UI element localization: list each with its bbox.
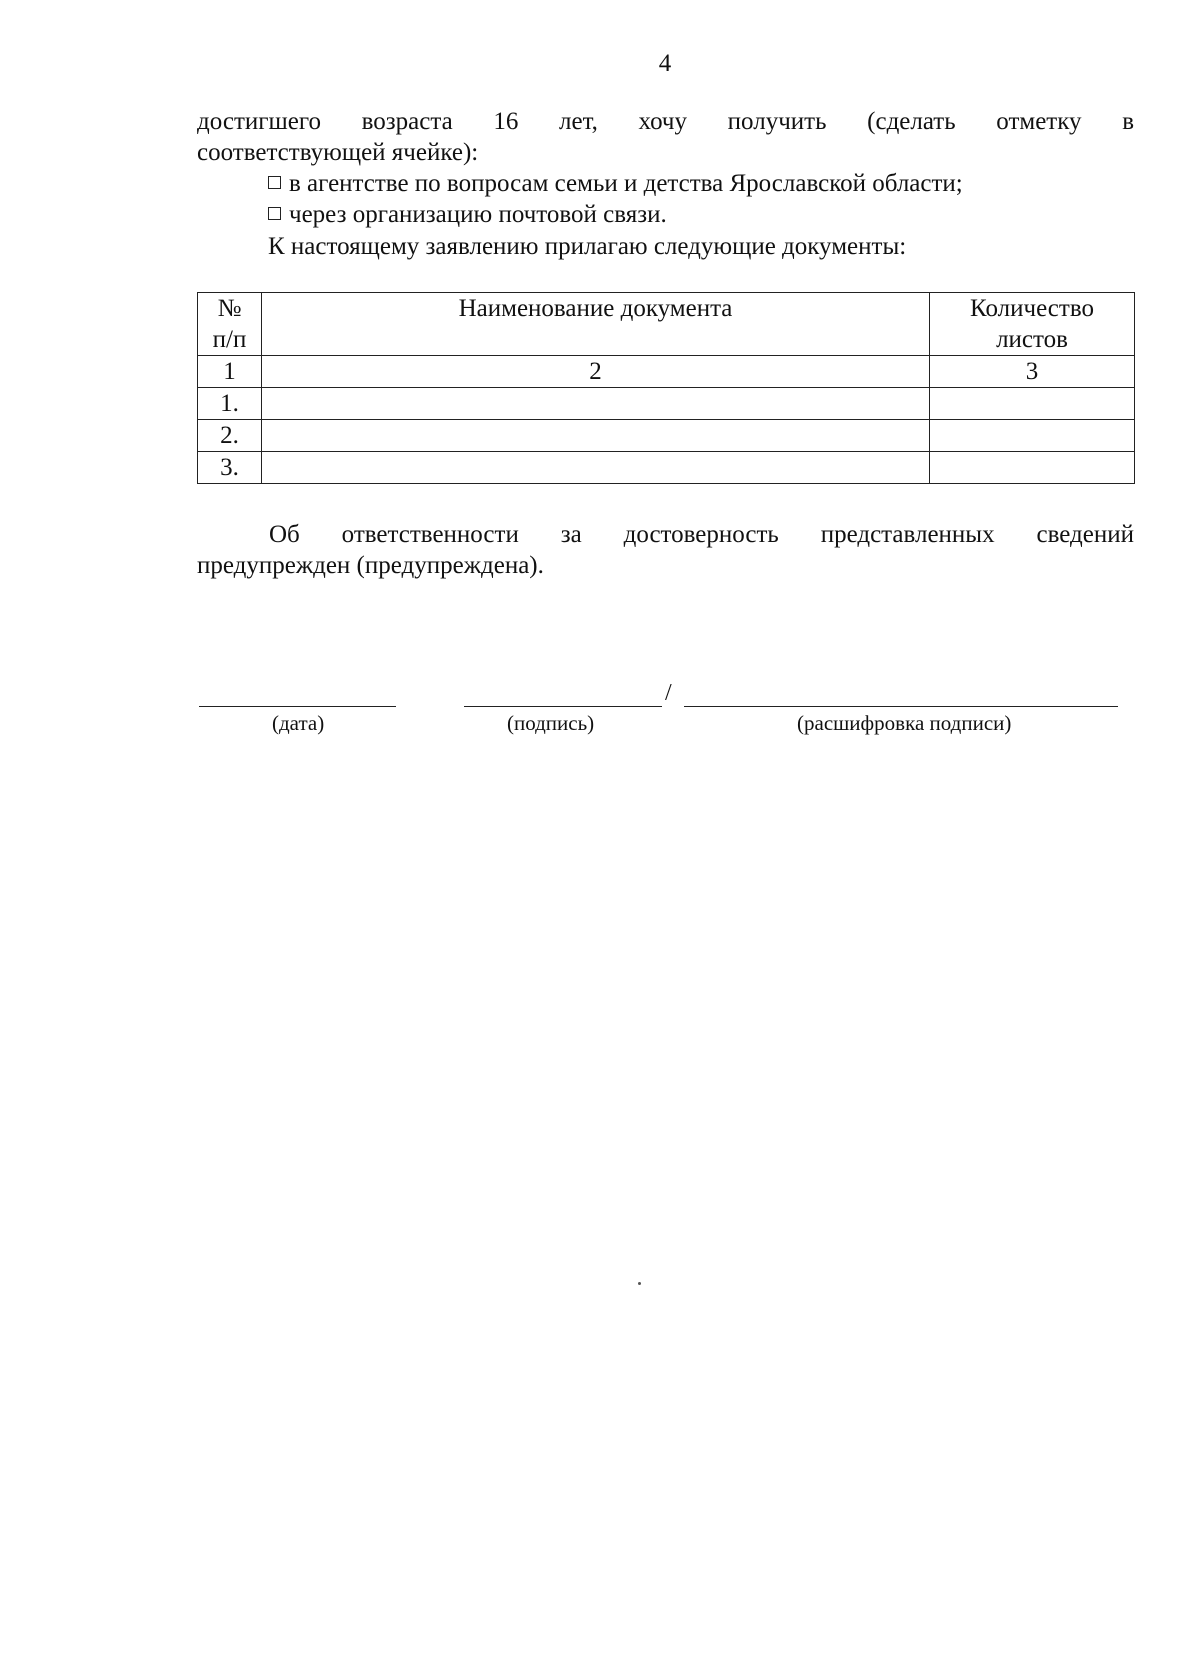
index-cell: 1 — [198, 356, 262, 388]
responsibility-paragraph — [197, 519, 1134, 581]
row-name[interactable] — [262, 420, 930, 452]
index-cell: 3 — [930, 356, 1135, 388]
attachments-intro: К настоящему заявлению прилагаю следующие документы: — [268, 233, 907, 260]
header-name: Наименование документа — [262, 293, 930, 356]
date-label: (дата) — [272, 711, 325, 735]
table-row — [198, 452, 1135, 484]
table-row — [198, 420, 1135, 452]
signature-label: (подпись) — [507, 711, 595, 735]
option-post[interactable] — [268, 199, 667, 230]
header-num — [198, 293, 262, 356]
row-qty[interactable] — [930, 388, 1135, 420]
header-num-line2: п/п — [212, 326, 247, 353]
intro-paragraph — [197, 106, 1134, 168]
row-num: 1. — [198, 388, 262, 420]
row-qty[interactable] — [930, 452, 1135, 484]
signature-slash: / — [665, 680, 672, 706]
option-agency-label: в агентстве по вопросам семьи и детства Ярославской области; — [289, 170, 963, 197]
row-num: 2. — [198, 420, 262, 452]
date-line[interactable] — [199, 706, 396, 707]
row-name[interactable] — [262, 388, 930, 420]
scan-speck — [638, 1282, 641, 1285]
responsibility-line-2: предупрежден (предупреждена). — [197, 552, 544, 579]
checkbox-icon[interactable] — [268, 207, 281, 220]
header-num-line1: № — [217, 295, 242, 322]
table-header-row — [198, 293, 1135, 356]
checkbox-icon[interactable] — [268, 176, 281, 189]
signature-decoding-line[interactable] — [684, 706, 1118, 707]
index-cell: 2 — [262, 356, 930, 388]
table-row — [198, 388, 1135, 420]
signature-line[interactable] — [464, 706, 662, 707]
signature-decoding-label: (расшифровка подписи) — [797, 711, 1012, 735]
responsibility-line-1: Об ответственности за достоверность представленных сведений — [269, 521, 1134, 548]
header-qty-line1: Количество — [970, 295, 1094, 322]
documents-table — [197, 292, 1135, 484]
page-number: 4 — [658, 50, 672, 77]
option-post-label: через организацию почтовой связи. — [289, 201, 667, 228]
intro-line-2: соответствующей ячейке): — [197, 139, 479, 166]
row-qty[interactable] — [930, 420, 1135, 452]
table-index-row — [198, 356, 1135, 388]
header-qty — [930, 293, 1135, 356]
header-qty-line2: листов — [996, 326, 1068, 353]
intro-line-1: достигшего возраста 16 лет, хочу получить (сделать отметку в — [197, 108, 1134, 135]
row-name[interactable] — [262, 452, 930, 484]
row-num: 3. — [198, 452, 262, 484]
option-agency[interactable] — [268, 168, 963, 199]
